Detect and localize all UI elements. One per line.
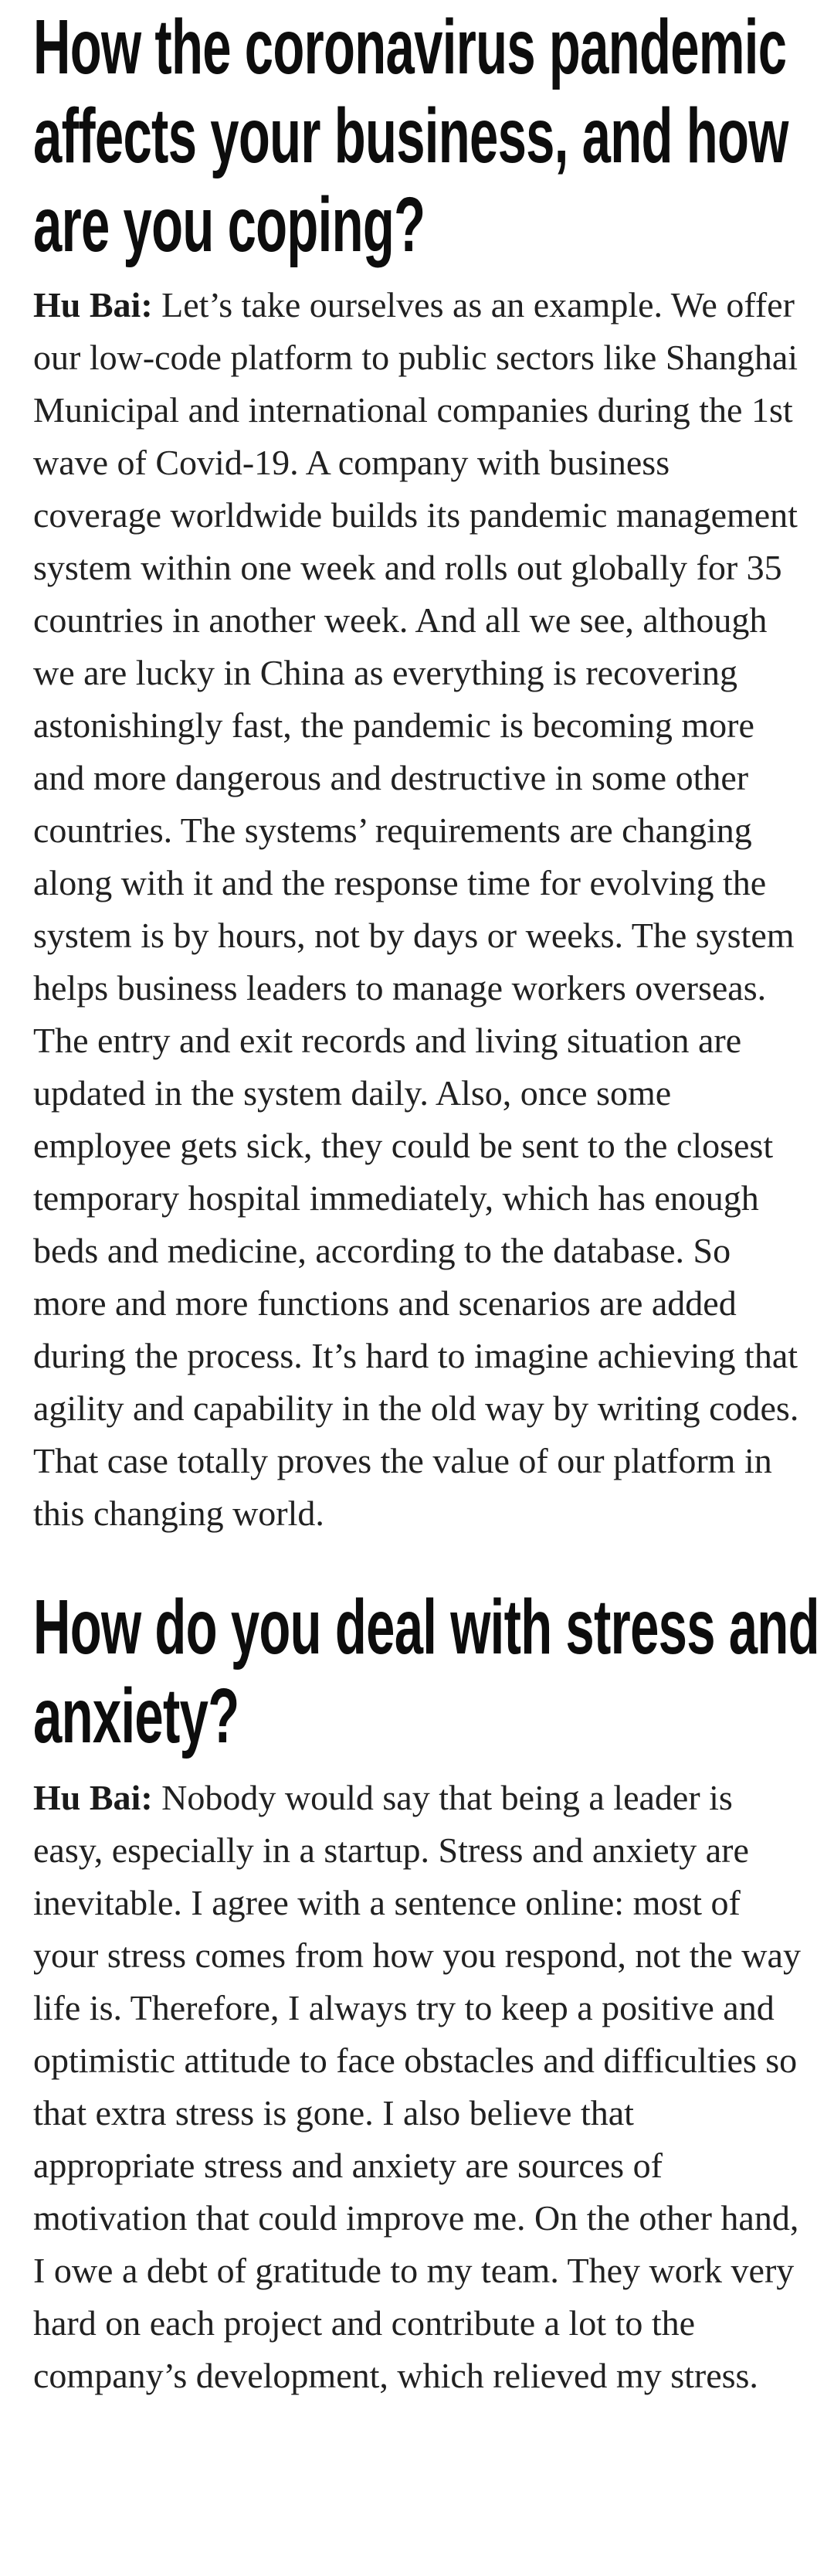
- paragraph-text: Let’s take ourselves as an example. We offer our low-code platform to public sectors like Shanghai Municipal and international companies during the 1st wave of Covid-19. A company with business coverage worldwide builds its pandemic management system within one week and rolls out globally for 35 countries in another week. And all we see, although we are lucky in China as everything is recovering astonishingly fast, the pandemic is becoming more and more dangerous and destructive in some other countries. The systems’ requirements are changing along with it and the response time for evolving the system is by hours, not by days or weeks. The system helps business leaders to manage workers overseas. The entry and exit records and living situation are updated in the system daily. Also, once some employee gets sick, they could be sent to the closest temporary hospital immediately, which has enough beds and medicine, according to the database. So more and more functions and scenarios are added during the process. It’s hard to imagine achieving that agility and capability in the old way by writing codes. That case totally proves the value of our platform in this changing world.: [33, 285, 799, 1533]
- heading-line: How do you deal with stress and: [33, 1584, 819, 1670]
- heading-line: affects your business, and how: [33, 93, 788, 179]
- section-2-heading: [33, 1583, 819, 1761]
- speaker-label: Hu Bai:: [33, 1778, 153, 1817]
- section-1-paragraph: [33, 279, 801, 1540]
- paragraph-text: Nobody would say that being a leader is easy, especially in a startup. Stress and anxiety are inevitable. I agree with a sentence online: most of your stress comes from how you respond, not the way life is. Therefore, I always try to keep a positive and optimistic attitude to face obstacles and difficulties so that extra stress is gone. I also believe that appropriate stress and anxiety are sources of motivation that could improve me. On the other hand, I owe a debt of gratitude to my team. They work very hard on each project and contribute a lot to the company’s development, which relieved my stress.: [33, 1778, 801, 2395]
- speaker-label: Hu Bai:: [33, 285, 153, 325]
- heading-line: anxiety?: [33, 1673, 239, 1759]
- heading-line: How the coronavirus pandemic: [33, 4, 787, 90]
- heading-line: are you coping?: [33, 182, 425, 268]
- section-1-heading: [33, 3, 801, 270]
- section-2-paragraph: [33, 1772, 801, 2402]
